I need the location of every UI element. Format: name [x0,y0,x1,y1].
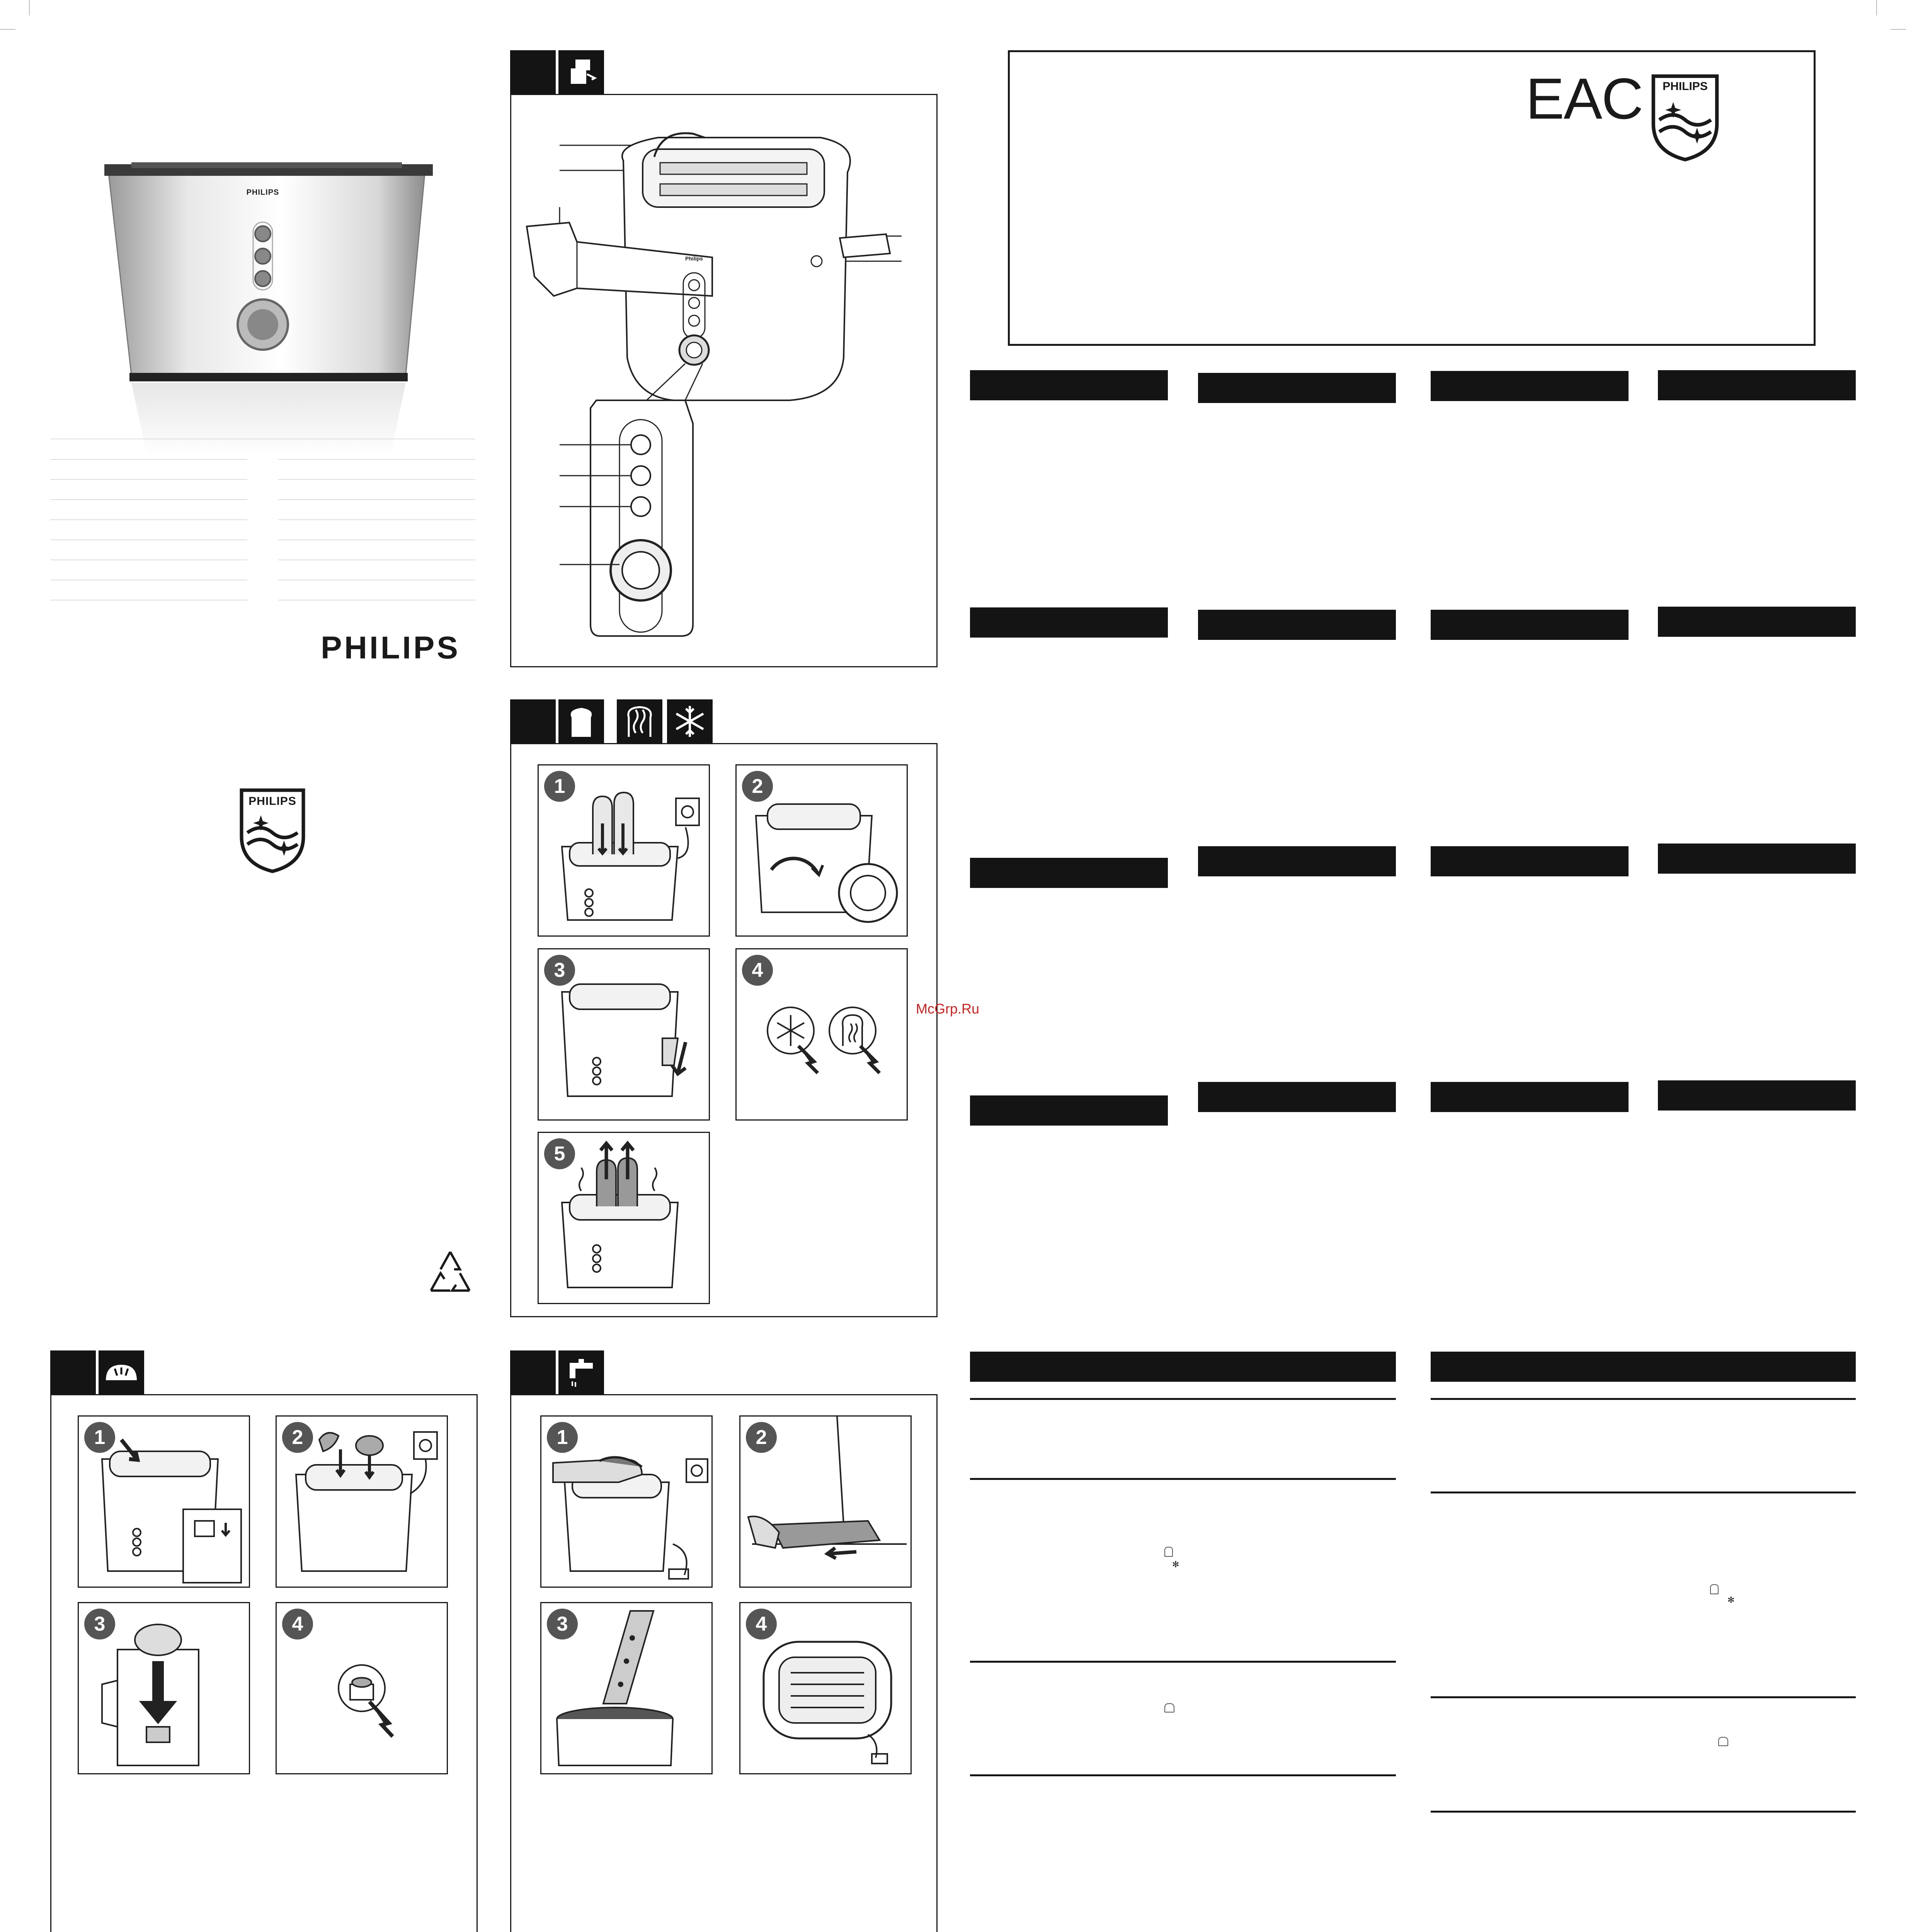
small-bun-icon [1718,1737,1728,1746]
step-number: 3 [544,955,575,986]
appliance-brand-label: PHILIPS [246,188,279,197]
header-bar [1198,610,1396,640]
header-bar [1431,610,1629,640]
table-rule [1431,1811,1856,1813]
table-rule [970,1478,1396,1480]
header-bar [1431,371,1629,401]
bread-slice-icon [558,699,604,743]
cover-product-photo [97,147,444,456]
watermark: McGrp.Ru [916,1001,980,1017]
step-number: 2 [746,1422,777,1453]
snowflake-icon [667,699,713,743]
header-bar [1658,370,1856,400]
header-bar [1198,1082,1396,1112]
header-bar [1658,607,1856,637]
header-bar [1658,1080,1856,1111]
header-bar [970,607,1168,638]
table-rule [970,1398,1396,1400]
toasting-panel [510,743,938,1317]
philips-shield-logo [1649,71,1721,162]
header-bar [1198,846,1396,876]
clean-step-4 [739,1602,912,1774]
philips-wordmark: PHILIPS [321,630,460,665]
header-bar [1198,373,1396,403]
cleaning-tab-number [510,1350,556,1394]
small-snowflake-icon: ✻ [1727,1595,1735,1605]
step-number: 5 [544,1138,575,1169]
overview-tab-number [510,50,556,94]
bun-warming-panel [50,1394,478,1932]
step-number: 3 [547,1609,578,1639]
header-bar [970,858,1168,888]
overview-panel [510,94,938,667]
step-5-toast-pops-up [538,1132,710,1304]
table-rule [970,1661,1396,1663]
certification-box [1008,50,1816,346]
tap-icon [558,1350,604,1394]
toaster-box-icon [558,50,604,94]
table-rule [1431,1398,1856,1400]
step-number: 2 [742,771,773,802]
header-bar [970,1095,1168,1126]
recycle-icon [425,1248,475,1298]
step-number: 4 [282,1609,313,1639]
clean-step-1 [540,1415,713,1588]
header-bar [1431,846,1629,876]
shield-brand-text: PHILIPS [248,795,296,808]
bun-step-2 [276,1415,448,1588]
table-rule [1431,1696,1856,1698]
bun-step-3 [78,1602,250,1774]
philips-shield-logo [238,786,307,873]
step-number: 1 [84,1422,115,1453]
step-3-press-lever [538,948,710,1121]
header-bar [970,370,1168,400]
table-rule [970,1774,1396,1776]
step-1-insert-bread [538,764,710,937]
bun-step-4 [276,1602,448,1774]
step-number: 4 [742,955,773,986]
small-bread-icon [1710,1584,1719,1594]
step-2-set-browning [735,764,908,937]
header-bar [1658,844,1856,874]
header-bar [1431,1082,1629,1112]
bun-step-1 [78,1415,250,1588]
clean-step-2 [739,1415,912,1588]
step-number: 1 [544,771,575,802]
small-snowflake-icon: ✻ [1172,1560,1179,1569]
shield-brand-text: PHILIPS [1663,80,1708,93]
bun-warmer-icon [99,1350,144,1394]
toast-tab-number [510,699,556,743]
eac-mark: EAC [1526,66,1643,131]
toaster-brand-label: Philips [685,255,703,262]
step-number: 3 [84,1609,115,1639]
small-bread-icon [1164,1547,1173,1557]
step-number: 4 [746,1609,777,1639]
small-bun-icon [1164,1703,1174,1713]
table-rule [1431,1492,1856,1493]
step-4-select-function [735,948,908,1121]
step-number: 1 [547,1422,578,1453]
step-number: 2 [282,1422,313,1453]
table-header-bar [970,1352,1396,1382]
cleaning-panel [510,1394,938,1932]
bun-tab-number [50,1350,96,1394]
clean-step-3 [540,1602,713,1774]
table-header-bar [1431,1352,1856,1382]
reheat-steam-icon [617,699,662,743]
